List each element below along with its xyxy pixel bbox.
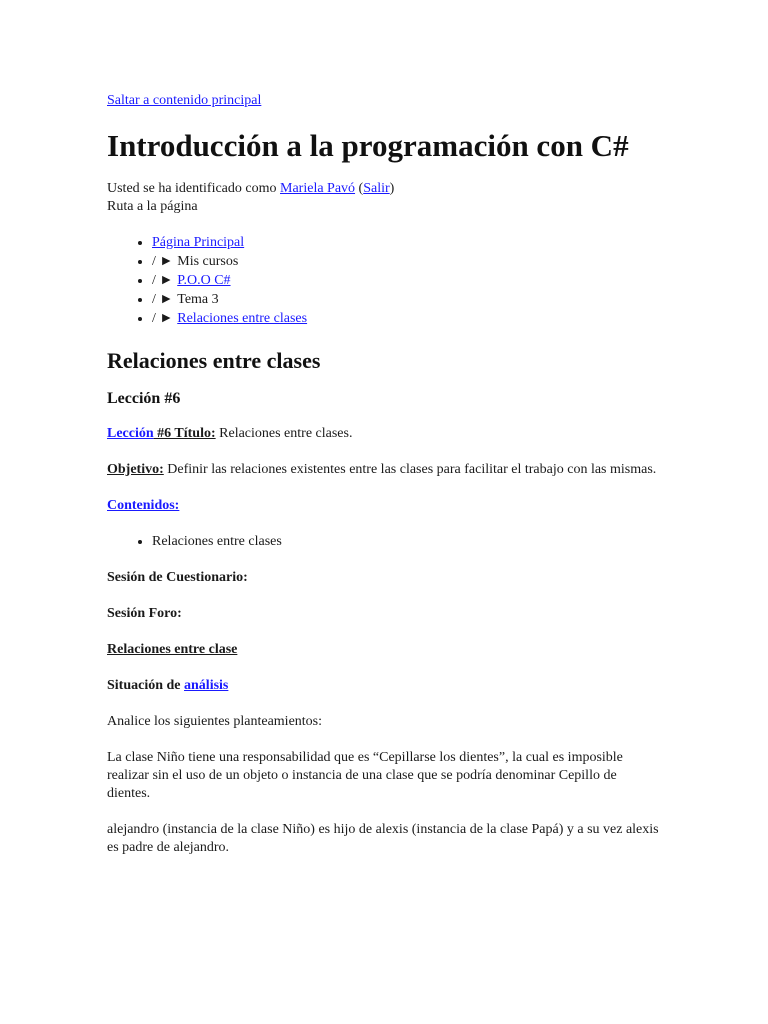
breadcrumb-separator: / ► xyxy=(152,292,174,307)
analysis-heading xyxy=(107,677,661,695)
logout-link[interactable]: Salir xyxy=(363,181,390,196)
lesson-title-value: Relaciones entre clases. xyxy=(215,426,353,441)
breadcrumb-my-courses-text: Mis cursos xyxy=(177,254,239,269)
login-info xyxy=(107,180,661,198)
breadcrumb-course-link[interactable]: P.O.O C# xyxy=(177,273,231,288)
contents-heading xyxy=(107,497,661,515)
breadcrumb-separator: / ► xyxy=(152,311,174,326)
login-prefix: Usted se ha identificado como xyxy=(107,181,281,196)
quiz-session-label: Sesión de Cuestionario: xyxy=(107,570,248,585)
lesson-heading: Lección #6 xyxy=(107,390,181,407)
breadcrumb-current-link[interactable]: Relaciones entre clases xyxy=(177,311,308,326)
breadcrumb-home-link[interactable]: Página Principal xyxy=(152,235,245,250)
objective xyxy=(107,461,661,479)
analysis-link[interactable]: análisis xyxy=(184,678,229,693)
forum-session-label: Sesión Foro: xyxy=(107,606,182,621)
breadcrumb-item-my-courses xyxy=(152,253,661,272)
lesson-link[interactable]: Lección xyxy=(107,426,154,441)
breadcrumb xyxy=(107,234,661,329)
breadcrumb-item-current xyxy=(152,310,661,329)
paragraph-two: alejandro (instancia de la clase Niño) es hijo de alexis (instancia de la clase Papá) y a su vez alexis es padre de alejandro. xyxy=(107,822,659,855)
breadcrumb-item-course xyxy=(152,272,661,291)
breadcrumb-topic-text: Tema 3 xyxy=(177,292,219,307)
login-close-paren: ) xyxy=(389,181,395,196)
skip-to-content-link[interactable]: Saltar a contenido principal xyxy=(107,93,262,108)
breadcrumb-separator: / ► xyxy=(152,273,174,288)
path-label: Ruta a la página xyxy=(107,199,198,214)
list-item: • Relaciones entre clases xyxy=(152,533,661,551)
user-profile-link[interactable]: Mariela Pavó xyxy=(280,181,356,196)
breadcrumb-item-home xyxy=(152,234,661,253)
breadcrumb-separator: / ► xyxy=(152,254,174,269)
login-open-paren: ( xyxy=(355,181,364,196)
contents-list xyxy=(107,533,661,551)
intro-paragraph: Analice los siguientes planteamientos: xyxy=(107,714,323,729)
course-title: Introducción a la programación con C# xyxy=(107,128,629,163)
objective-text: Definir las relaciones existentes entre las clases para facilitar el trabajo con las mismas. xyxy=(163,462,657,477)
breadcrumb-item-topic xyxy=(152,291,661,310)
page-title: Relaciones entre clases xyxy=(107,348,321,373)
section-title: Relaciones entre clase xyxy=(107,642,238,657)
lesson-title-label: #6 Título: xyxy=(153,426,216,441)
lesson-title-line xyxy=(107,425,661,443)
paragraph-one: La clase Niño tiene una responsabilidad que es “Cepillarse los dientes”, la cual es imposible realizar sin el uso de un objeto o instancia de una clase que se podría denominar Cepillo de dientes. xyxy=(107,750,623,801)
analysis-prefix: Situación de xyxy=(107,678,185,693)
contents-link[interactable]: Contenidos: xyxy=(107,498,180,513)
objective-label: Objetivo: xyxy=(107,462,164,477)
